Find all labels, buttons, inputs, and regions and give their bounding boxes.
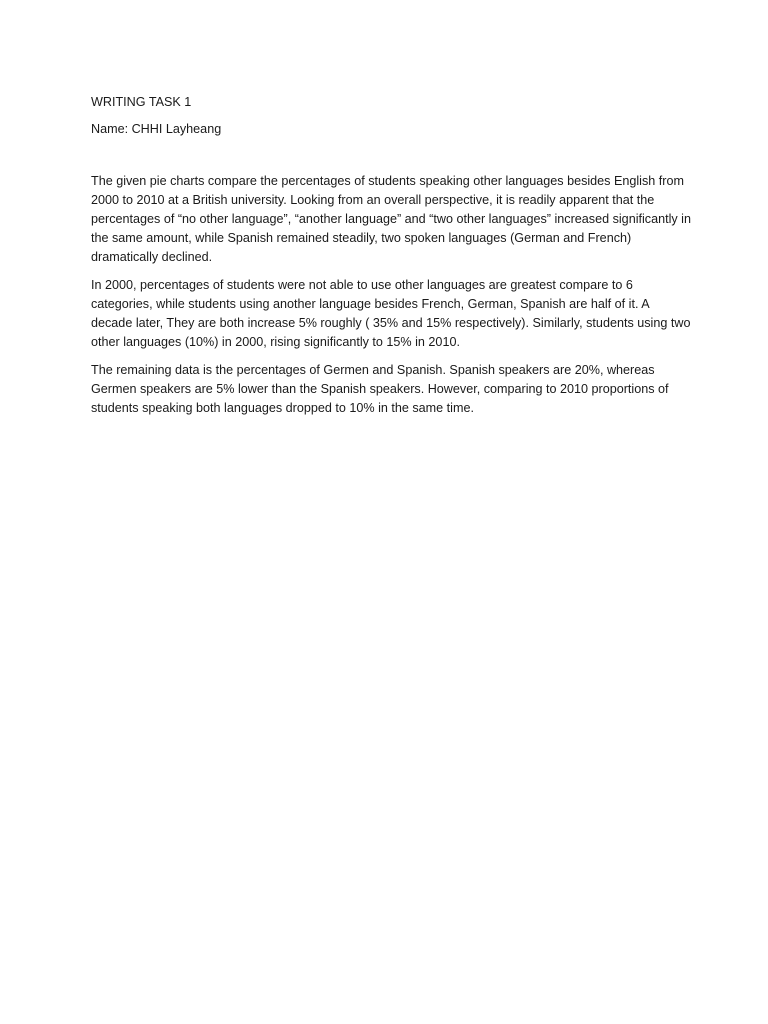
paragraph-german-spanish: The remaining data is the percentages of Germen and Spanish. Spanish speakers are 20%, whereas Germen speakers are 5% lower than the Spanish speakers. However, comparing to 2010 proportions of students speaking both languages dropped to 10% in the same time. (91, 363, 669, 415)
task-title: WRITING TASK 1 (91, 95, 192, 109)
paragraph-overview: The given pie charts compare the percentages of students speaking other languages besides English from 2000 to 2010 at a British university. Looking from an overall perspective, it is readily apparent that the percentages of “no other language”, “another language” and “two other languages” increased significantly in the same amount, while Spanish remained steadily, two spoken languages (German and French) dramatically declined. (91, 174, 691, 264)
document-body (91, 93, 691, 418)
paragraph-no-other-language: In 2000, percentages of students were not able to use other languages are greatest compare to 6 categories, while students using another language besides French, German, Spanish are half of it. A decade later, They are both increase 5% roughly ( 35% and 15% respectively). Similarly, students using two other languages (10%) in 2000, rising significantly to 15% in 2010. (91, 278, 691, 349)
student-name: Name: CHHI Layheang (91, 122, 222, 136)
